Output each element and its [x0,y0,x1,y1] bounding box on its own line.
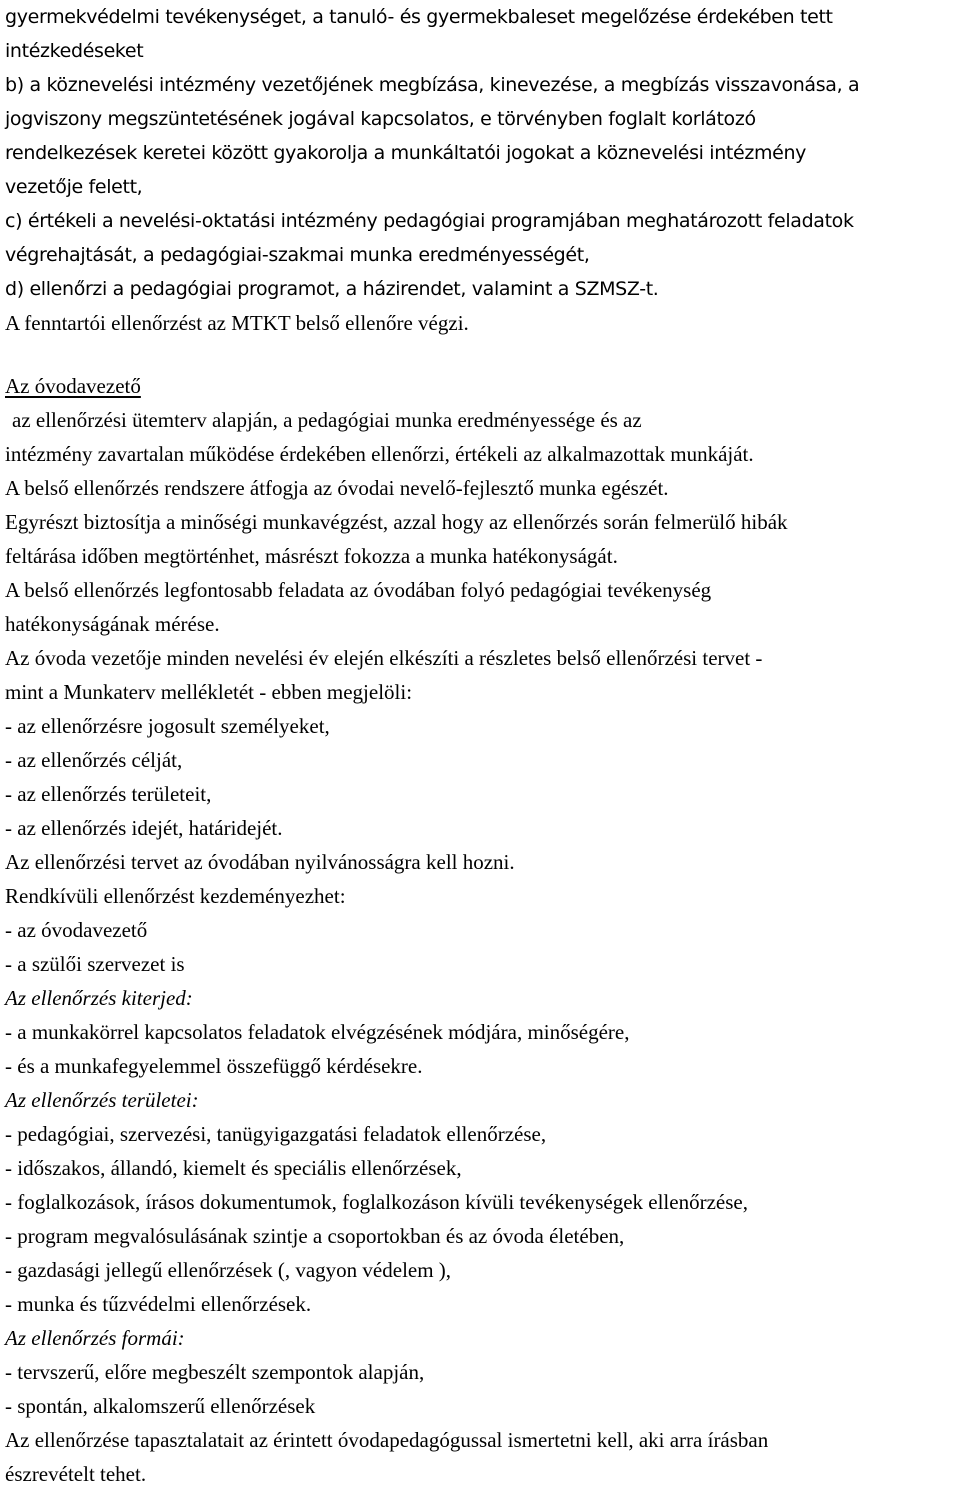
text-line: Egyrészt biztosítja a minőségi munkavégzést, azzal hogy az ellenőrzés során felmerülő hibák [5,510,788,534]
list-item: - tervszerű, előre megbeszélt szempontok alapján, [5,1360,425,1384]
list-item: - az ellenőrzés idejét, határidejét. [5,816,283,840]
list-item: - az ellenőrzésre jogosult személyeket, [5,714,330,738]
list-item: - foglalkozások, írásos dokumentumok, foglalkozáson kívüli tevékenységek ellenőrzése, [5,1190,748,1214]
list-item: - az ellenőrzés célját, [5,748,183,772]
text-line: b) a köznevelési intézmény vezetőjének megbízása, kinevezése, a megbízás visszavonása, a [5,74,860,96]
text-line: intézmény zavartalan működése érdekében ellenőrzi, értékeli az alkalmazottak munkáját. [5,442,754,466]
text-line: jogviszony megszüntetésének jogával kapcsolatos, e törvényben foglalt korlátozó [5,108,756,130]
ovodavezeto-heading-text: Az óvodavezető [5,374,141,398]
text-line: c) értékeli a nevelési-oktatási intézmény pedagógiai programjában meghatározott feladatok [5,210,854,232]
paragraph-gap [5,340,955,369]
text-line: mint a Munkaterv mellékletét - ebben megjelöli: [5,680,413,704]
ovodavezeto-heading [5,369,955,403]
text-line: Az ellenőrzése tapasztalatait az érintett óvodapedagógussal ismertetni kell, aki arra írásban [5,1428,769,1452]
text-line: feltárása időben megtörténhet, másrészt fokozza a munka hatékonyságát. [5,544,618,568]
text-line: az ellenőrzési ütemterv alapján, a pedagógiai munka eredményessége és az [12,408,642,432]
text-line: rendelkezések keretei között gyakorolja a munkáltatói jogokat a köznevelési intézmény [5,142,807,164]
list-item: - és a munkafegyelemmel összefüggő kérdésekre. [5,1054,423,1078]
list-item: - program megvalósulásának szintje a csoportokban és az óvoda életében, [5,1224,625,1248]
document-page [5,0,955,1491]
text-line: A belső ellenőrzés legfontosabb feladata az óvodában folyó pedagógiai tevékenység [5,578,712,602]
text-line: észrevételt tehet. [5,1462,147,1486]
text-line: intézkedéseket [5,40,144,62]
list-item: - a munkakörrel kapcsolatos feladatok elvégzésének módjára, minőségére, [5,1020,630,1044]
kiterjed-heading: Az ellenőrzés kiterjed: [5,986,193,1010]
main-text [5,306,955,1491]
formai-heading: Az ellenőrzés formái: [5,1326,185,1350]
list-item: - a szülői szervezet is [5,952,185,976]
list-item: - időszakos, állandó, kiemelt és speciális ellenőrzések, [5,1156,462,1180]
list-item: - gazdasági jellegű ellenőrzések (, vagyon védelem ), [5,1258,452,1282]
list-item: - spontán, alkalomszerű ellenőrzések [5,1394,316,1418]
fenntartoi-sentence: A fenntartói ellenőrzést az MTKT belső ellenőre végzi. [5,311,469,335]
text-line: hatékonyságának mérése. [5,612,220,636]
list-item: - az óvodavezető [5,918,148,942]
text-line: Rendkívüli ellenőrzést kezdeményezhet: [5,884,346,908]
teruletei-heading: Az ellenőrzés területei: [5,1088,199,1112]
text-line: gyermekvédelmi tevékenységet, a tanuló- és gyermekbaleset megelőzése érdekében tett [5,6,833,28]
list-item: - pedagógiai, szervezési, tanügyigazgatási feladatok ellenőrzése, [5,1122,547,1146]
text-line: Az óvoda vezetője minden nevelési év elején elkészíti a részletes belső ellenőrzési tervet - [5,646,763,670]
text-line: Az ellenőrzési tervet az óvodában nyilvánosságra kell hozni. [5,850,515,874]
text-line: d) ellenőrzi a pedagógiai programot, a házirendet, valamint a SZMSZ-t. [5,278,659,300]
list-item: - munka és tűzvédelmi ellenőrzések. [5,1292,312,1316]
list-item: - az ellenőrzés területeit, [5,782,212,806]
text-line: végrehajtását, a pedagógiai-szakmai munka eredményességét, [5,244,590,266]
text-line: A belső ellenőrzés rendszere átfogja az óvodai nevelő-fejlesztő munka egészét. [5,476,669,500]
top-block [5,0,955,306]
text-line: vezetője felett, [5,176,143,198]
